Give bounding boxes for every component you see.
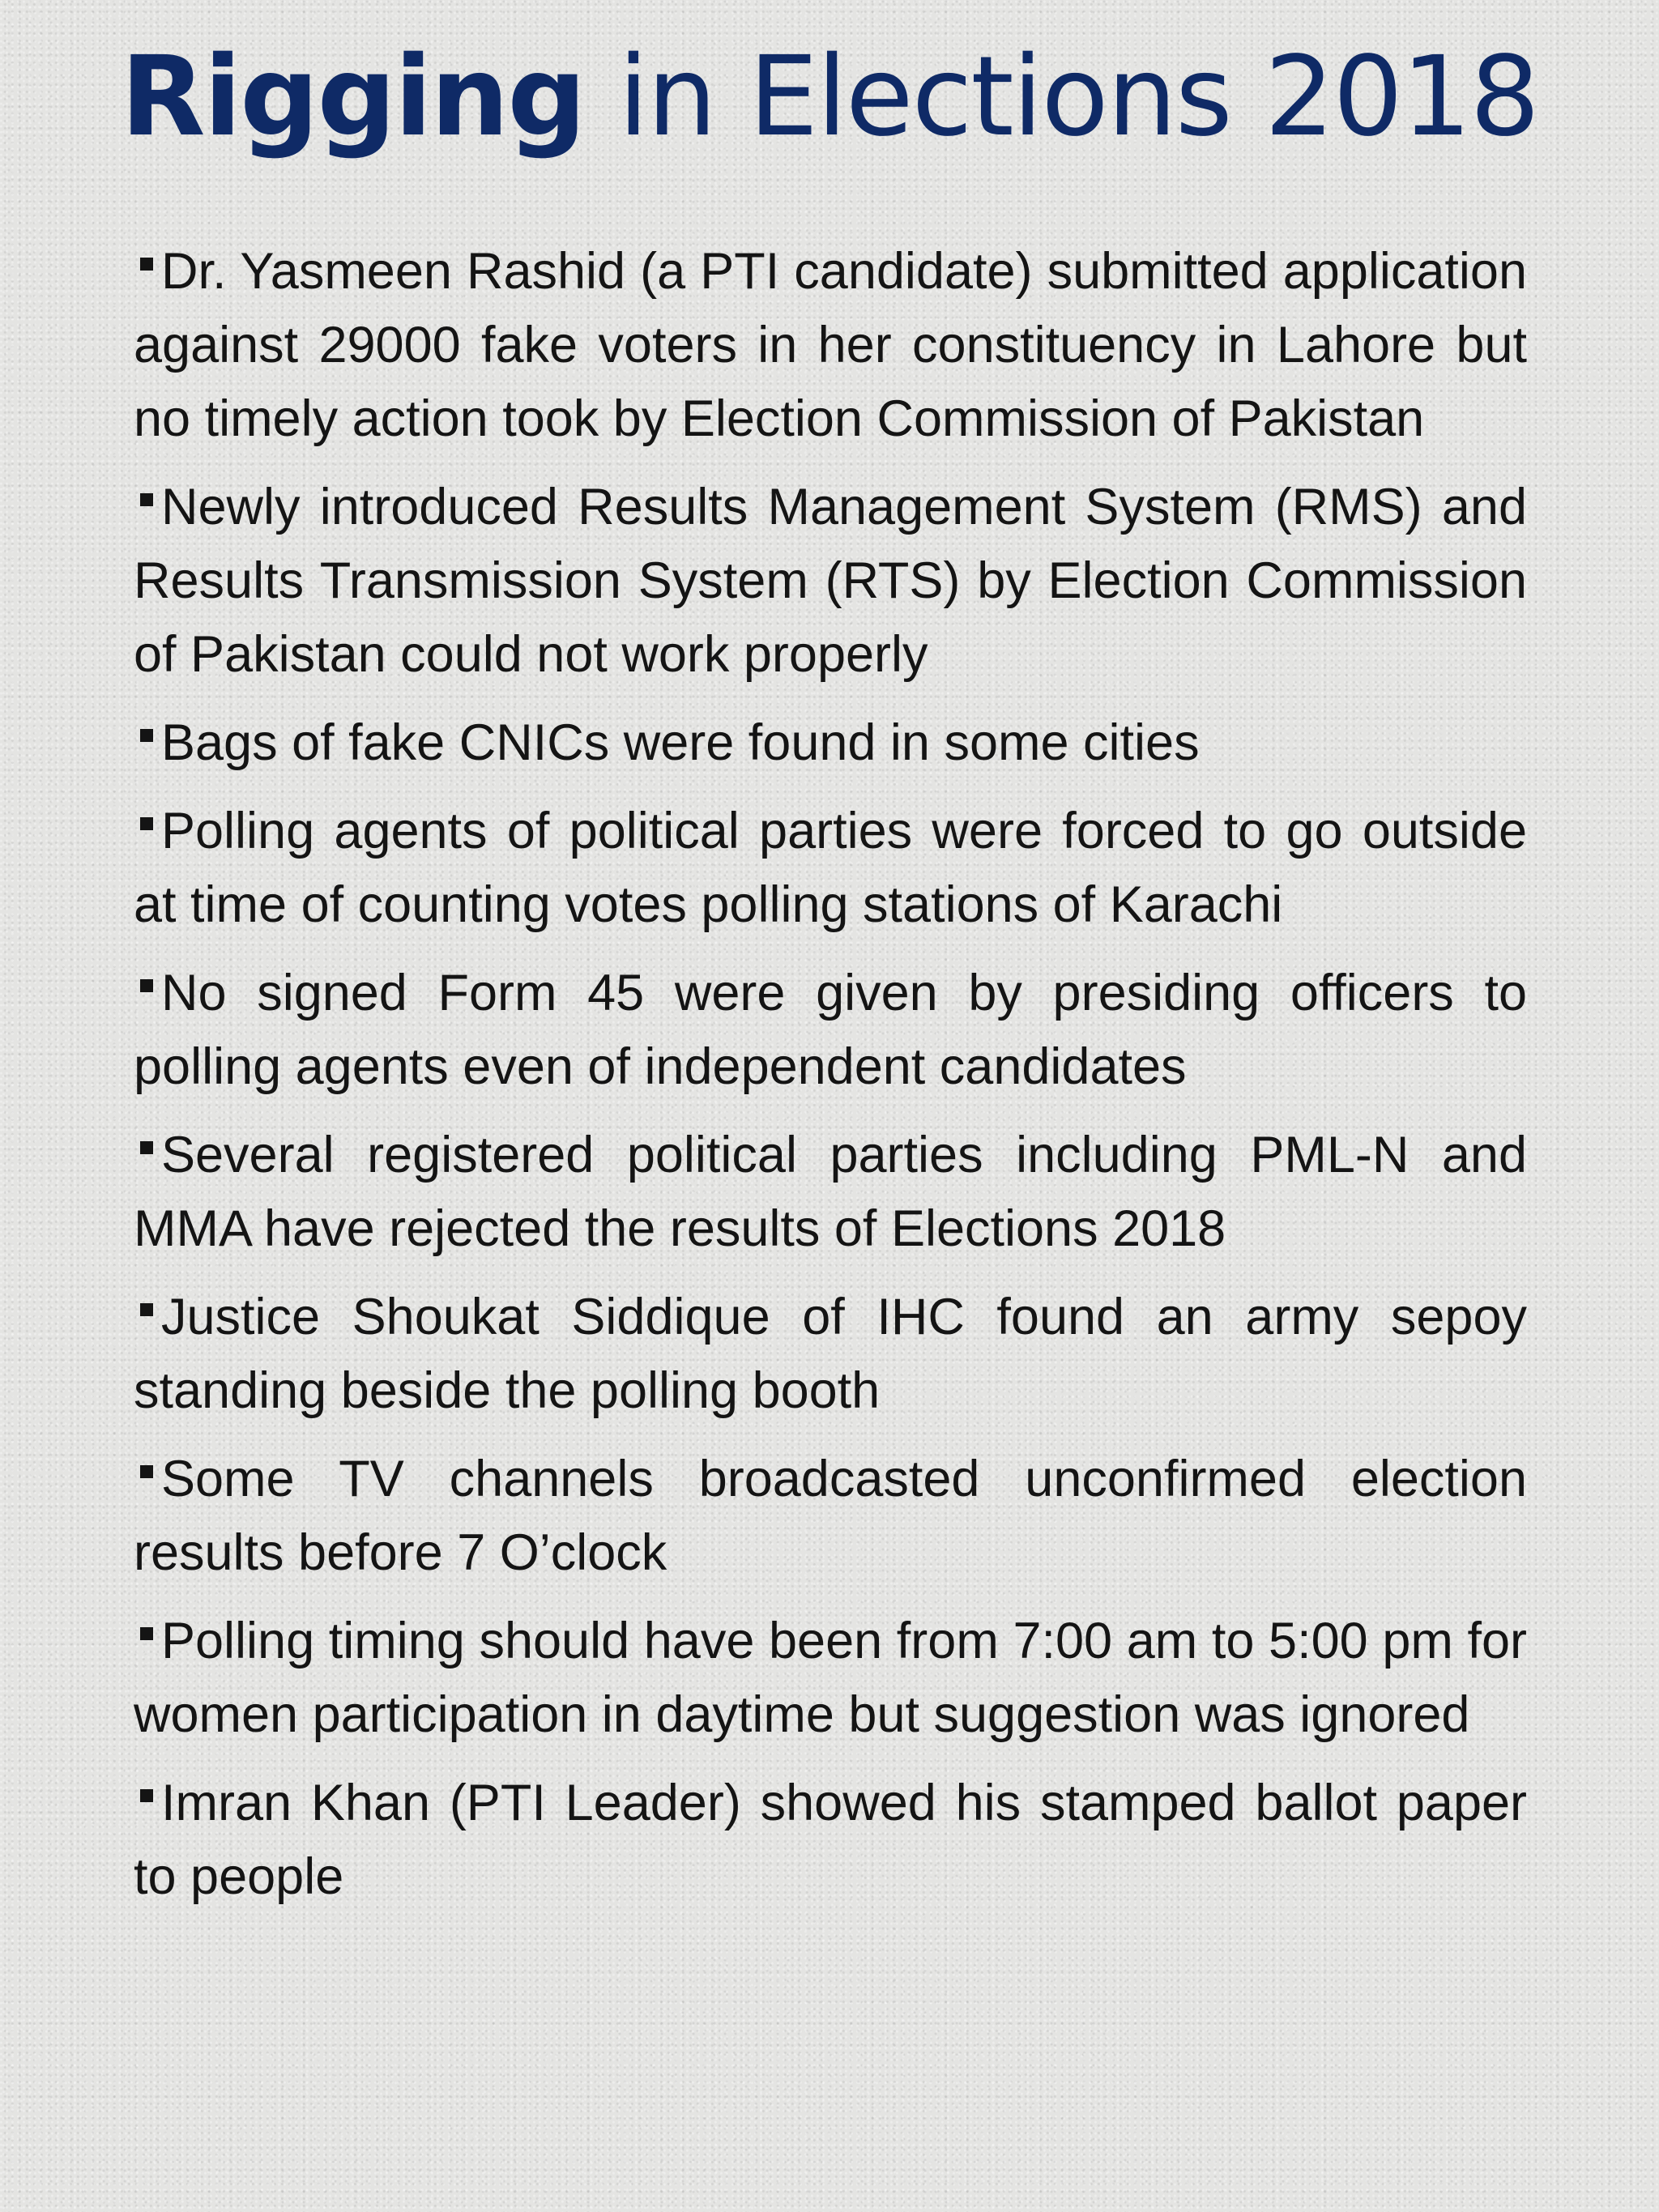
bullet-text: Dr. Yasmeen Rashid (a PTI candidate) submitted application against 29000 fake voters in her constituency in Lahore but no timely action took by Election Commission of Pakistan xyxy=(134,243,1527,447)
bullet-item xyxy=(134,1767,1527,1914)
title-bold-word: Rigging xyxy=(120,33,585,161)
bullet-text: Justice Shoukat Siddique of IHC found an army sepoy standing beside the polling booth xyxy=(134,1289,1527,1419)
bullet-text: No signed Form 45 were given by presiding officers to polling agents even of independent candidates xyxy=(134,965,1527,1095)
bullet-item xyxy=(134,957,1527,1104)
bullet-text: Polling agents of political parties were forced to go outside at time of counting votes polling stations of Karachi xyxy=(134,803,1527,933)
bullet-item xyxy=(134,706,1527,780)
bullet-item xyxy=(134,471,1527,692)
square-bullet-icon xyxy=(140,1141,153,1154)
bullet-item xyxy=(134,1443,1527,1590)
square-bullet-icon xyxy=(140,258,153,271)
square-bullet-icon xyxy=(140,817,153,830)
bullet-item xyxy=(134,235,1527,456)
bullet-item xyxy=(134,1119,1527,1266)
bullet-text: Imran Khan (PTI Leader) showed his stamped ballot paper to people xyxy=(134,1775,1527,1905)
square-bullet-icon xyxy=(140,1789,153,1802)
bullet-text: Newly introduced Results Management System (RMS) and Results Transmission System (RTS) by Election Commission of Pakistan could not work properly xyxy=(134,479,1527,683)
title-rest: in Elections 2018 xyxy=(584,33,1539,161)
bullet-text: Several registered political parties including PML-N and MMA have rejected the results of Elections 2018 xyxy=(134,1127,1527,1257)
bullet-item xyxy=(134,1605,1527,1752)
bullet-text: Some TV channels broadcasted unconfirmed election results before 7 O’clock xyxy=(134,1451,1527,1581)
bullet-text: Polling timing should have been from 7:00 am to 5:00 pm for women participation in daytime but suggestion was ignored xyxy=(134,1613,1527,1743)
bullet-text: Bags of fake CNICs were found in some cities xyxy=(161,714,1200,771)
square-bullet-icon xyxy=(140,1303,153,1316)
square-bullet-icon xyxy=(140,1627,153,1640)
square-bullet-icon xyxy=(140,493,153,506)
square-bullet-icon xyxy=(140,1465,153,1478)
page-title xyxy=(0,24,1659,170)
bullet-item xyxy=(134,795,1527,942)
square-bullet-icon xyxy=(140,729,153,742)
square-bullet-icon xyxy=(140,979,153,992)
bullet-list xyxy=(134,235,1527,1929)
bullet-item xyxy=(134,1281,1527,1428)
